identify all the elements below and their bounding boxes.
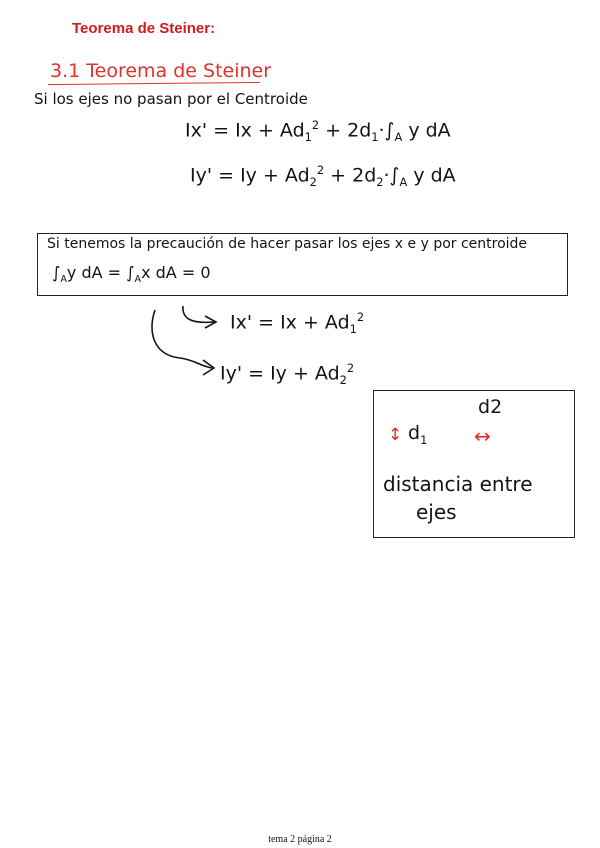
eq-iy-integral-sub: A [399,175,408,190]
note-eq-part3: x dA = 0 [141,263,211,282]
eq-iy-rest-sub: 2 [376,175,384,190]
result-iy-sub: 2 [339,373,347,388]
legend-caption-line1: distancia entre [383,472,533,496]
eq-ix-integrand: y dA [402,119,451,142]
eq-iy-integral: ·∫ [383,164,400,187]
d2-letter: d [478,396,491,418]
legend-box [373,390,575,538]
d2-sub: 2 [490,396,503,418]
page-title: Teorema de Steiner: [72,20,216,37]
eq-iy-lhs: Iy' = Iy + Ad [190,164,310,187]
note-eq-part1: ∫ [52,263,61,282]
note-eq-part2: y dA = ∫ [66,263,135,282]
eq-ix-sub: 1 [304,130,312,145]
legend-caption-line2: ejes [416,500,457,524]
note-eq-sub1: A [60,274,67,286]
eq-ix-sup: 2 [311,118,320,132]
eq-ix-rest-sub: 1 [371,130,379,145]
result-ix-sub: 1 [349,322,357,337]
d1-label [408,422,427,447]
result-ix [230,310,364,336]
intro-line: Si los ejes no pasan por el Centroide [34,90,308,108]
d1-sub: 1 [420,432,428,447]
eq-iy-sup: 2 [316,163,325,177]
eq-iy-sub: 2 [309,175,317,190]
eq-ix-integral-sub: A [394,130,403,145]
vertical-arrow-icon: ↕ [388,425,403,445]
page-footer: tema 2 página 2 [268,834,332,845]
section-heading: 3.1 Teorema de Steiner [50,60,272,82]
arrow-curve-iy [152,310,212,368]
eq-ix-rest: + 2d [319,119,372,142]
note-text: Si tenemos la precaución de hacer pasar los ejes x e y por centroide [47,236,528,252]
note-eq-sub2: A [134,274,142,286]
d1-letter: d [408,422,421,444]
result-iy [220,361,354,387]
result-ix-sup: 2 [356,310,365,324]
eq-ix-lhs: Ix' = Ix + Ad [185,119,305,142]
result-iy-text: Iy' = Iy + Ad [220,362,340,385]
eq-iy-integrand: y dA [407,164,456,187]
result-ix-text: Ix' = Ix + Ad [230,311,350,334]
eq-iy-rest: + 2d [324,164,377,187]
arrow-curve-ix [183,306,214,322]
horizontal-arrow-icon: ↔ [474,424,491,448]
result-iy-sup: 2 [346,361,355,375]
d2-label [478,396,502,418]
eq-ix-integral: ·∫ [378,119,395,142]
